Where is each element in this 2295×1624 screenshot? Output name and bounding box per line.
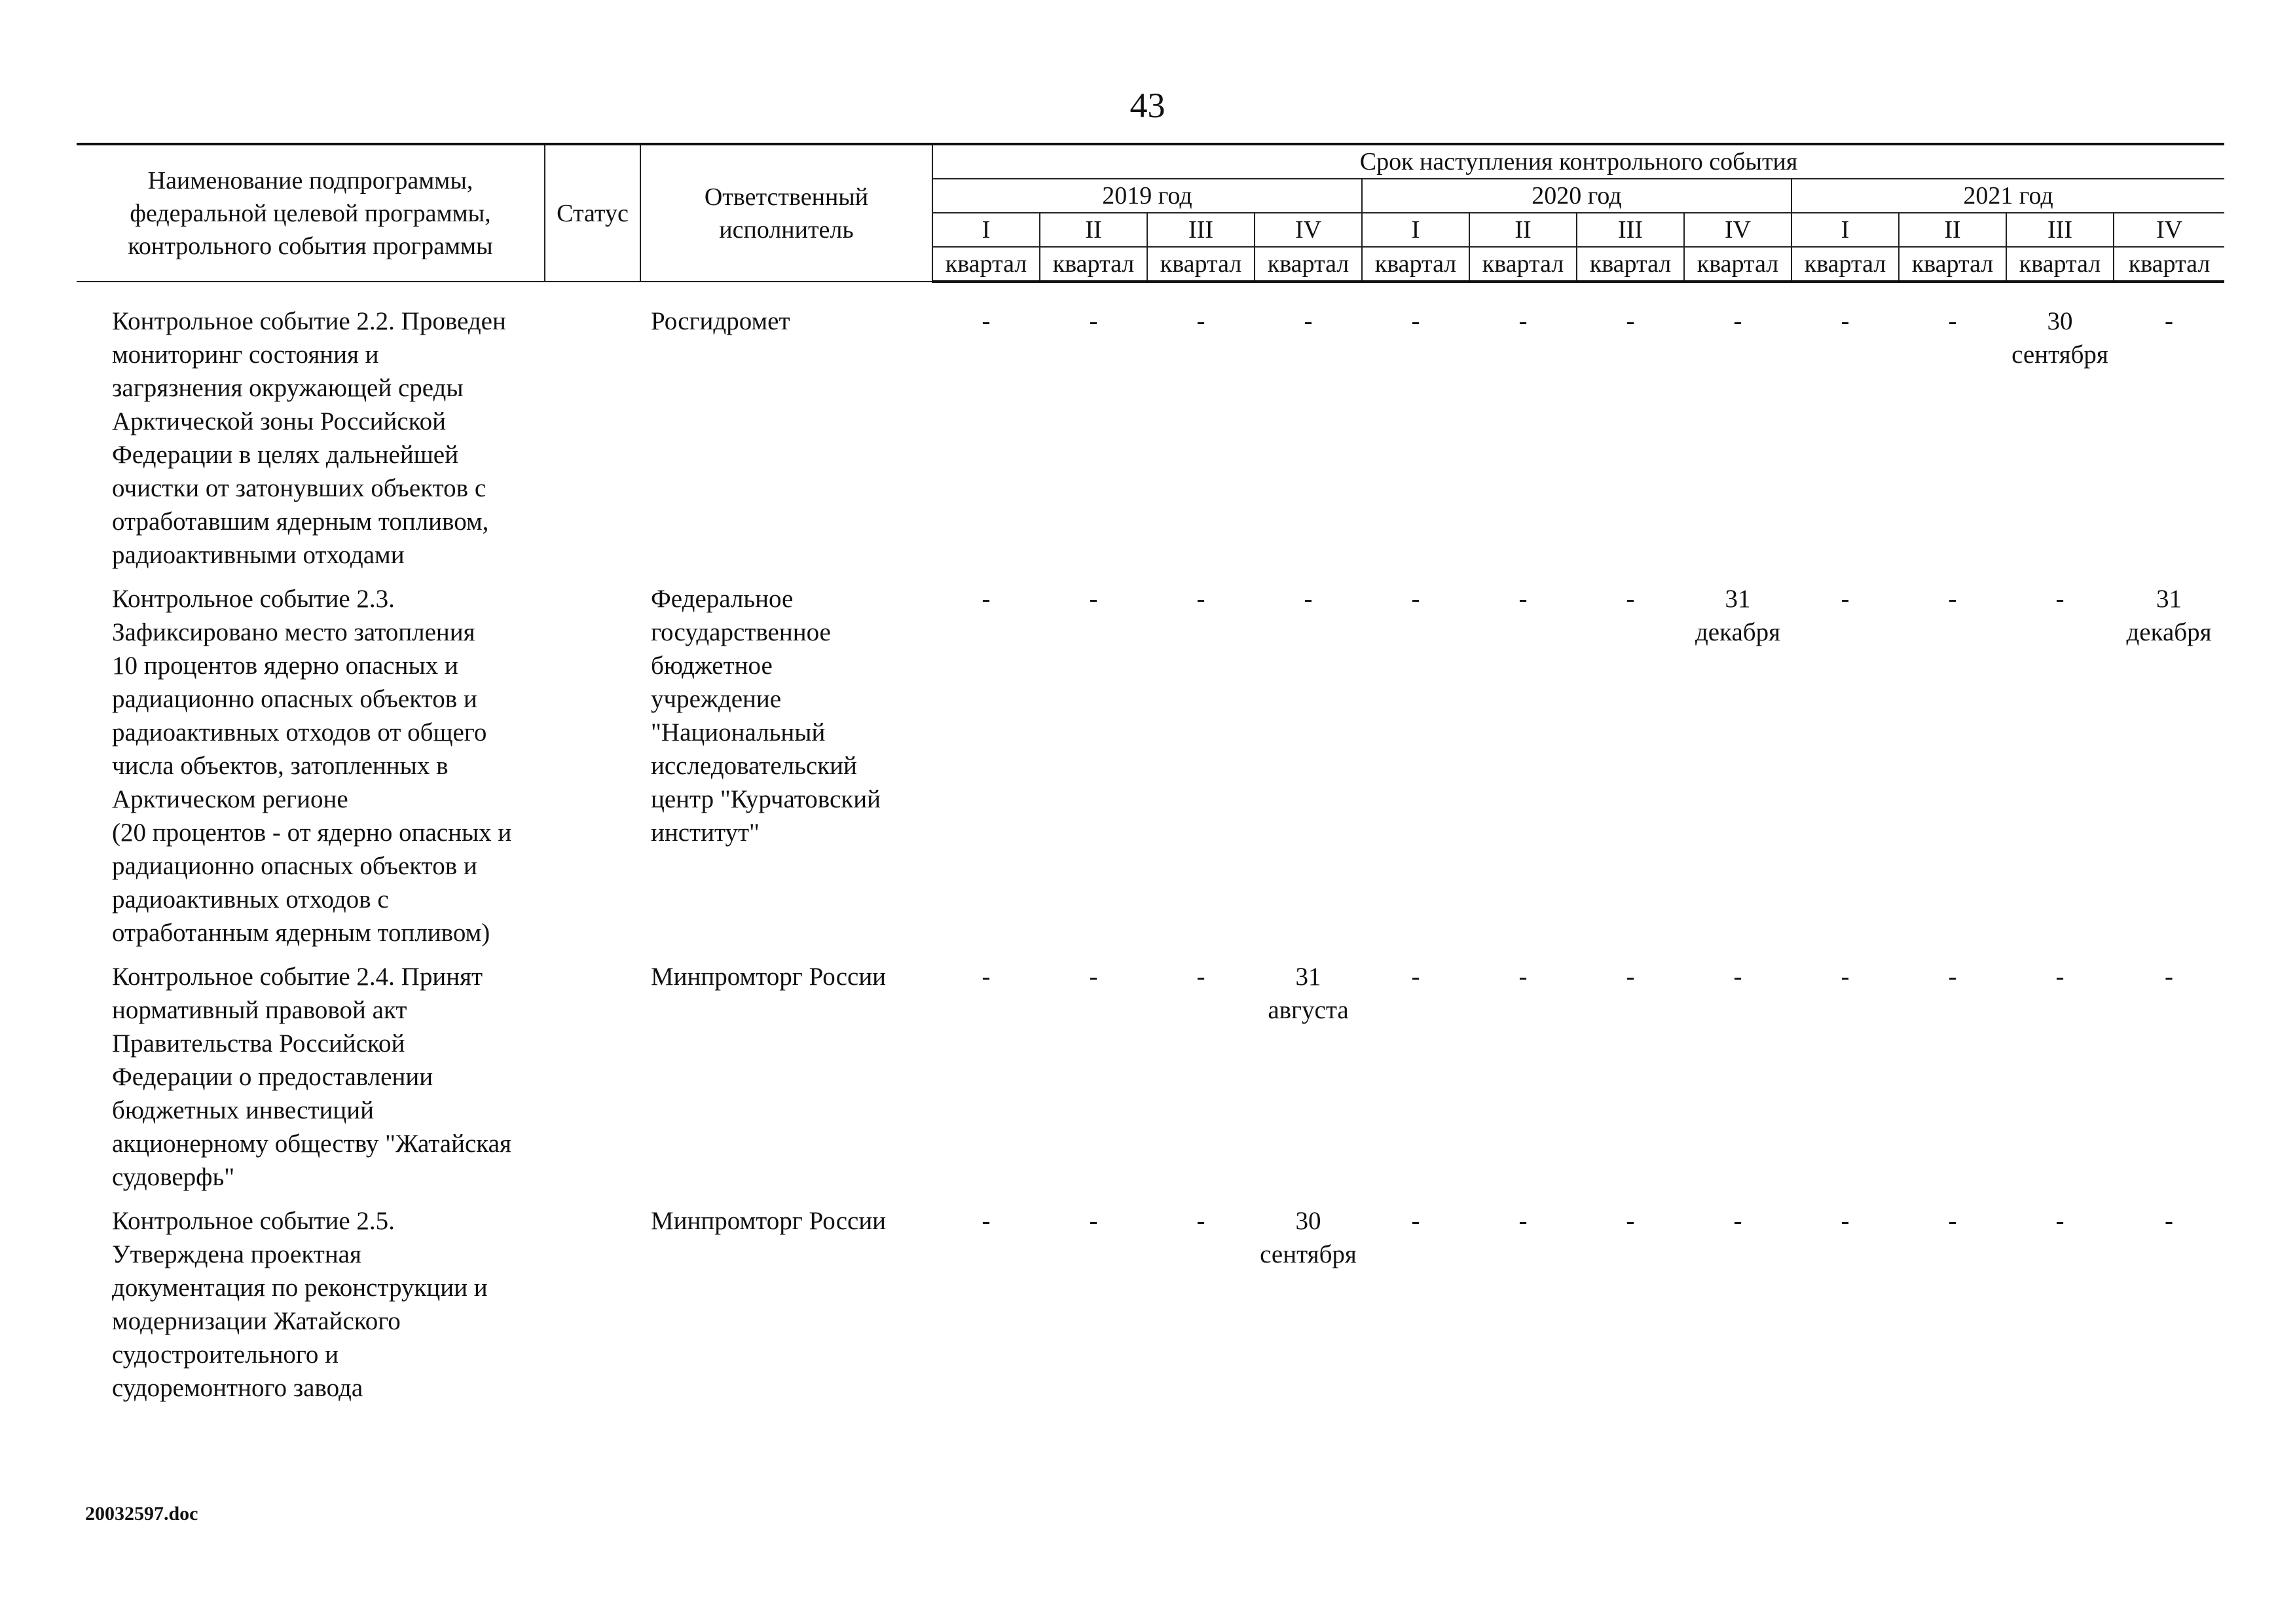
quarter-cell — [2114, 304, 2224, 582]
header-year-2019: 2019 год — [932, 179, 1362, 213]
quarter-value: сентября — [1260, 1240, 1357, 1268]
header-quarter-word: квартал — [1147, 247, 1255, 282]
quarter-cell — [1899, 582, 2006, 960]
quarter-cell — [1040, 1204, 1147, 1415]
quarter-cell — [2114, 1204, 2224, 1415]
event-name-line: 10 процентов ядерно опасных и — [112, 652, 458, 680]
header-year-2020: 2020 год — [1362, 179, 1791, 213]
table-row — [77, 304, 2224, 582]
quarter-cell — [932, 960, 1040, 1204]
quarter-value: - — [1411, 963, 1420, 991]
quarter-cell — [1362, 304, 1469, 582]
quarter-cell — [932, 582, 1040, 960]
event-name-line: Правительства Российской — [112, 1029, 405, 1058]
event-name-line: Контрольное событие 2.3. — [112, 585, 395, 613]
event-name-line: Утверждена проектная — [112, 1240, 361, 1268]
quarter-value: - — [1518, 1207, 1528, 1235]
quarter-cell — [1255, 582, 1362, 960]
event-name-line: Зафиксировано место затопления — [112, 618, 475, 646]
quarter-cell — [1791, 1204, 1899, 1415]
quarter-value: - — [1733, 963, 1742, 991]
header-quarter-numeral: I — [1362, 213, 1469, 247]
quarter-cell — [1791, 304, 1899, 582]
event-name-line: Арктическом регионе — [112, 785, 348, 813]
header-quarter-word: квартал — [1684, 247, 1791, 282]
header-quarter-numeral: IV — [1684, 213, 1791, 247]
quarter-value: - — [1733, 1207, 1742, 1235]
status-cell — [545, 582, 640, 960]
event-name-line: радиоактивными отходами — [112, 541, 405, 569]
event-name-line: (20 процентов - от ядерно опасных и — [112, 819, 512, 847]
event-name-line: загрязнения окружающей среды — [112, 374, 464, 402]
quarter-value: 31 — [1295, 963, 1321, 991]
table-body — [77, 304, 2224, 1415]
quarter-value: - — [1411, 1207, 1420, 1235]
quarter-cell — [1684, 582, 1791, 960]
quarter-value: - — [2055, 585, 2065, 613]
quarter-value: - — [1196, 585, 1205, 613]
quarter-value: декабря — [2126, 618, 2212, 646]
quarter-value: - — [1304, 585, 1313, 613]
quarter-value: - — [982, 307, 991, 335]
quarter-cell — [2006, 960, 2114, 1204]
executor-cell — [640, 1204, 932, 1415]
quarter-cell — [1147, 582, 1255, 960]
quarter-value: - — [1089, 585, 1098, 613]
quarter-value: - — [2165, 307, 2173, 335]
header-quarter-word: квартал — [932, 247, 1040, 282]
quarter-cell — [1577, 304, 1684, 582]
quarter-cell — [1147, 960, 1255, 1204]
quarter-cell — [1684, 304, 1791, 582]
table-row — [77, 960, 2224, 1204]
quarter-value: - — [1518, 963, 1528, 991]
event-name-line: радиационно опасных объектов и — [112, 852, 477, 880]
quarter-cell — [1255, 1204, 1362, 1415]
page-number: 43 — [1129, 86, 1166, 125]
quarter-value: - — [1089, 307, 1098, 335]
header-quarter-numeral: III — [1577, 213, 1684, 247]
event-name-line: очистки от затонувших объектов с — [112, 474, 487, 502]
quarter-value: - — [1411, 307, 1420, 335]
header-quarter-word: квартал — [1469, 247, 1577, 282]
quarter-value: - — [2055, 1207, 2065, 1235]
quarter-value: - — [1948, 1207, 1957, 1235]
event-name-line: Контрольное событие 2.4. Принят — [112, 963, 483, 991]
quarter-cell — [1040, 304, 1147, 582]
quarter-value: - — [1733, 307, 1742, 335]
event-name-line: радиоактивных отходов от общего — [112, 718, 487, 747]
quarter-value: - — [2055, 963, 2065, 991]
quarter-cell — [1899, 960, 2006, 1204]
executor-line: Росгидромет — [651, 307, 790, 335]
executor-line: "Национальный — [651, 718, 826, 747]
status-cell — [545, 960, 640, 1204]
executor-line: бюджетное — [651, 652, 773, 680]
event-name-line: мониторинг состояния и — [112, 341, 379, 369]
executor-line: государственное — [651, 618, 831, 646]
executor-line: учреждение — [651, 685, 782, 713]
event-name-line: Федерации в целях дальнейшей — [112, 441, 458, 469]
quarter-value: - — [2165, 1207, 2173, 1235]
quarter-value: - — [2165, 963, 2173, 991]
header-quarter-word: квартал — [1040, 247, 1147, 282]
quarter-cell — [2114, 960, 2224, 1204]
quarter-value: - — [1948, 585, 1957, 613]
quarter-value: - — [1626, 963, 1635, 991]
event-name-line: Федерации о предоставлении — [112, 1063, 433, 1091]
executor-line: институт" — [651, 819, 760, 847]
status-cell — [545, 1204, 640, 1415]
quarter-cell — [1577, 960, 1684, 1204]
quarter-cell — [1255, 304, 1362, 582]
event-name-line: нормативный правовой акт — [112, 996, 407, 1024]
event-name-line: Контрольное событие 2.5. — [112, 1207, 395, 1235]
header-quarter-numeral: IV — [2114, 213, 2224, 247]
event-name-cell — [77, 304, 545, 582]
header-quarter-word: квартал — [2006, 247, 2114, 282]
event-name-line: судостроительного и — [112, 1340, 339, 1369]
header-quarter-word: квартал — [1899, 247, 2006, 282]
event-name-line: модернизации Жатайского — [112, 1307, 401, 1335]
event-name-line: Арктической зоны Российской — [112, 407, 447, 435]
quarter-cell — [1362, 582, 1469, 960]
executor-cell — [640, 582, 932, 960]
quarter-cell — [1469, 582, 1577, 960]
header-quarter-numeral: III — [1147, 213, 1255, 247]
quarter-cell — [1577, 582, 1684, 960]
quarter-value: 30 — [2047, 307, 2073, 335]
header-quarter-word: квартал — [1362, 247, 1469, 282]
event-name-cell — [77, 960, 545, 1204]
quarter-cell — [1362, 1204, 1469, 1415]
quarter-cell — [1899, 304, 2006, 582]
table-row — [77, 1204, 2224, 1415]
quarter-cell — [1469, 304, 1577, 582]
quarter-cell — [1684, 960, 1791, 1204]
header-col-name: Наименование подпрограммы, федеральной целевой программы, контрольного события программы — [77, 144, 545, 282]
event-name-line: акционерному обществу "Жатайская — [112, 1130, 511, 1158]
quarter-cell — [1469, 960, 1577, 1204]
quarter-value: - — [1948, 307, 1957, 335]
header-quarter-word: квартал — [1255, 247, 1362, 282]
quarter-value: - — [982, 963, 991, 991]
event-name-cell — [77, 582, 545, 960]
quarter-value: - — [1196, 963, 1205, 991]
quarter-cell — [2006, 1204, 2114, 1415]
header-quarter-numeral: III — [2006, 213, 2114, 247]
header-col-status: Статус — [545, 144, 640, 282]
table-header — [77, 143, 2224, 283]
quarter-cell — [1147, 304, 1255, 582]
quarter-cell — [1684, 1204, 1791, 1415]
header-quarter-word: квартал — [1791, 247, 1899, 282]
quarter-value: - — [1304, 307, 1313, 335]
executor-cell — [640, 960, 932, 1204]
quarter-value: 31 — [1725, 585, 1751, 613]
table-row — [77, 582, 2224, 960]
quarter-cell — [1577, 1204, 1684, 1415]
table-rows — [77, 304, 2224, 1415]
document-id: 20032597.doc — [85, 1503, 198, 1524]
header-quarter-numeral: II — [1469, 213, 1577, 247]
header-quarter-word: квартал — [1577, 247, 1684, 282]
quarter-value: декабря — [1695, 618, 1781, 646]
quarter-value: - — [1196, 1207, 1205, 1235]
quarter-value: - — [982, 1207, 991, 1235]
event-name-cell — [77, 1204, 545, 1415]
event-name-line: судоремонтного завода — [112, 1374, 363, 1402]
executor-cell — [640, 304, 932, 582]
quarter-value: - — [1518, 585, 1528, 613]
quarter-cell — [1147, 1204, 1255, 1415]
header-quarter-numeral: II — [1899, 213, 2006, 247]
quarter-cell — [1899, 1204, 2006, 1415]
quarter-value: - — [982, 585, 991, 613]
header-col-executor: Ответственный исполнитель — [640, 144, 932, 282]
quarter-value: августа — [1268, 996, 1349, 1024]
executor-line: исследовательский — [651, 752, 857, 780]
event-name-line: числа объектов, затопленных в — [112, 752, 449, 780]
quarter-value: - — [1841, 307, 1850, 335]
quarter-value: - — [1626, 1207, 1635, 1235]
quarter-cell — [2006, 304, 2114, 582]
quarter-cell — [1040, 582, 1147, 960]
quarter-value: - — [1089, 1207, 1098, 1235]
quarter-value: - — [1196, 307, 1205, 335]
header-quarter-numeral: I — [1791, 213, 1899, 247]
quarter-value: 30 — [1295, 1207, 1321, 1235]
quarter-value: 31 — [2156, 585, 2182, 613]
event-name-line: радиационно опасных объектов и — [112, 685, 477, 713]
event-name-line: отработанным ядерным топливом) — [112, 919, 490, 947]
header-quarter-numeral: IV — [1255, 213, 1362, 247]
quarter-value: - — [1841, 963, 1850, 991]
header-year-2021: 2021 год — [1791, 179, 2224, 213]
quarter-value: - — [1518, 307, 1528, 335]
event-name-line: радиоактивных отходов с — [112, 885, 389, 913]
event-name-line: отработавшим ядерным топливом, — [112, 507, 489, 536]
event-name-line: судоверфь" — [112, 1163, 235, 1191]
executor-line: Федеральное — [651, 585, 794, 613]
event-name-line: бюджетных инвестиций — [112, 1096, 374, 1124]
quarter-value: - — [1948, 963, 1957, 991]
quarter-value: сентября — [2011, 341, 2108, 369]
event-name-line: Контрольное событие 2.2. Проведен — [112, 307, 506, 335]
quarter-cell — [932, 1204, 1040, 1415]
quarter-value: - — [1089, 963, 1098, 991]
header-quarter-numeral: I — [932, 213, 1040, 247]
header-col-deadline: Срок наступления контрольного события — [932, 144, 2224, 179]
quarter-value: - — [1626, 585, 1635, 613]
quarter-value: - — [1411, 585, 1420, 613]
quarter-cell — [1255, 960, 1362, 1204]
quarter-cell — [2114, 582, 2224, 960]
quarter-cell — [1791, 582, 1899, 960]
status-cell — [545, 304, 640, 582]
quarter-cell — [1469, 1204, 1577, 1415]
quarter-value: - — [1841, 1207, 1850, 1235]
executor-line: центр "Курчатовский — [651, 785, 881, 813]
header-quarter-numeral: II — [1040, 213, 1147, 247]
quarter-cell — [1791, 960, 1899, 1204]
quarter-value: - — [1626, 307, 1635, 335]
event-name-line: документация по реконструкции и — [112, 1274, 488, 1302]
header-quarter-word: квартал — [2114, 247, 2224, 282]
quarter-cell — [1040, 960, 1147, 1204]
quarter-cell — [1362, 960, 1469, 1204]
executor-line: Минпромторг России — [651, 1207, 887, 1235]
executor-line: Минпромторг России — [651, 963, 887, 991]
quarter-cell — [932, 304, 1040, 582]
quarter-value: - — [1841, 585, 1850, 613]
quarter-cell — [2006, 582, 2114, 960]
